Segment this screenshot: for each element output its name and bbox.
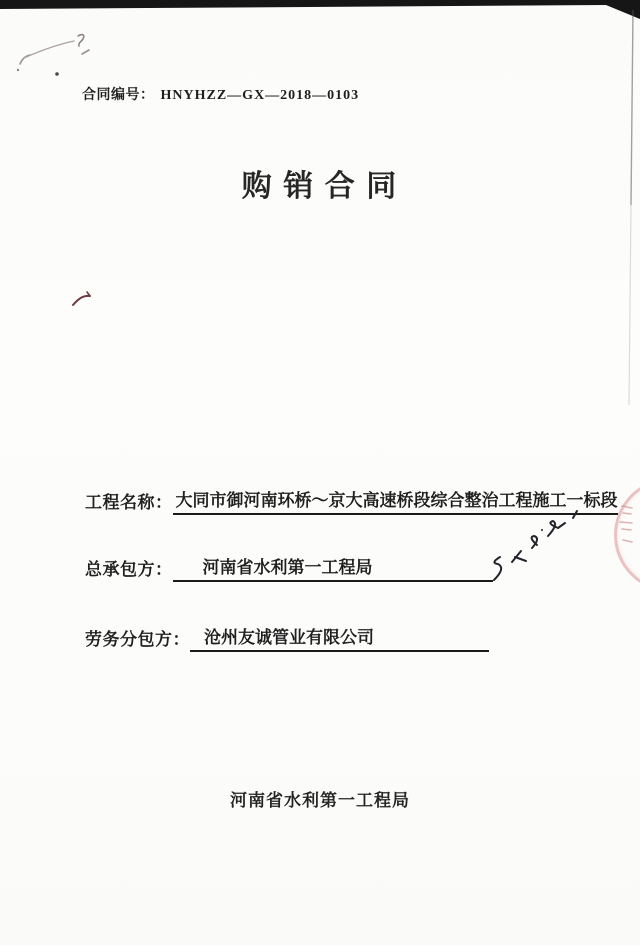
labor-subcontractor-value: 沧州友诚管业有限公司 (190, 626, 489, 652)
field-labor-subcontractor (85, 626, 489, 652)
general-contractor-value: 河南省水利第一工程局 (173, 556, 493, 582)
contract-number-label: 合同编号： (82, 88, 155, 103)
contract-number-line (82, 84, 359, 104)
document-title: 购 销 合 同 (241, 170, 399, 203)
handwritten-signature-icon (484, 506, 584, 590)
project-name-label: 工程名称： (85, 493, 173, 512)
project-name-value: 大同市御河南环桥～京大高速桥段综合整治工程施工一标段 (173, 489, 618, 515)
general-contractor-label: 总承包方： (85, 560, 173, 579)
footer-organization: 河南省水利第一工程局 (230, 791, 410, 810)
contract-number-value: HNYHZZ—GX—2018—0103 (160, 88, 360, 103)
field-general-contractor (85, 556, 493, 582)
check-mark-icon (70, 290, 96, 310)
labor-subcontractor-label: 劳务分包方： (85, 630, 190, 649)
red-seal-inner-marks (616, 498, 640, 554)
